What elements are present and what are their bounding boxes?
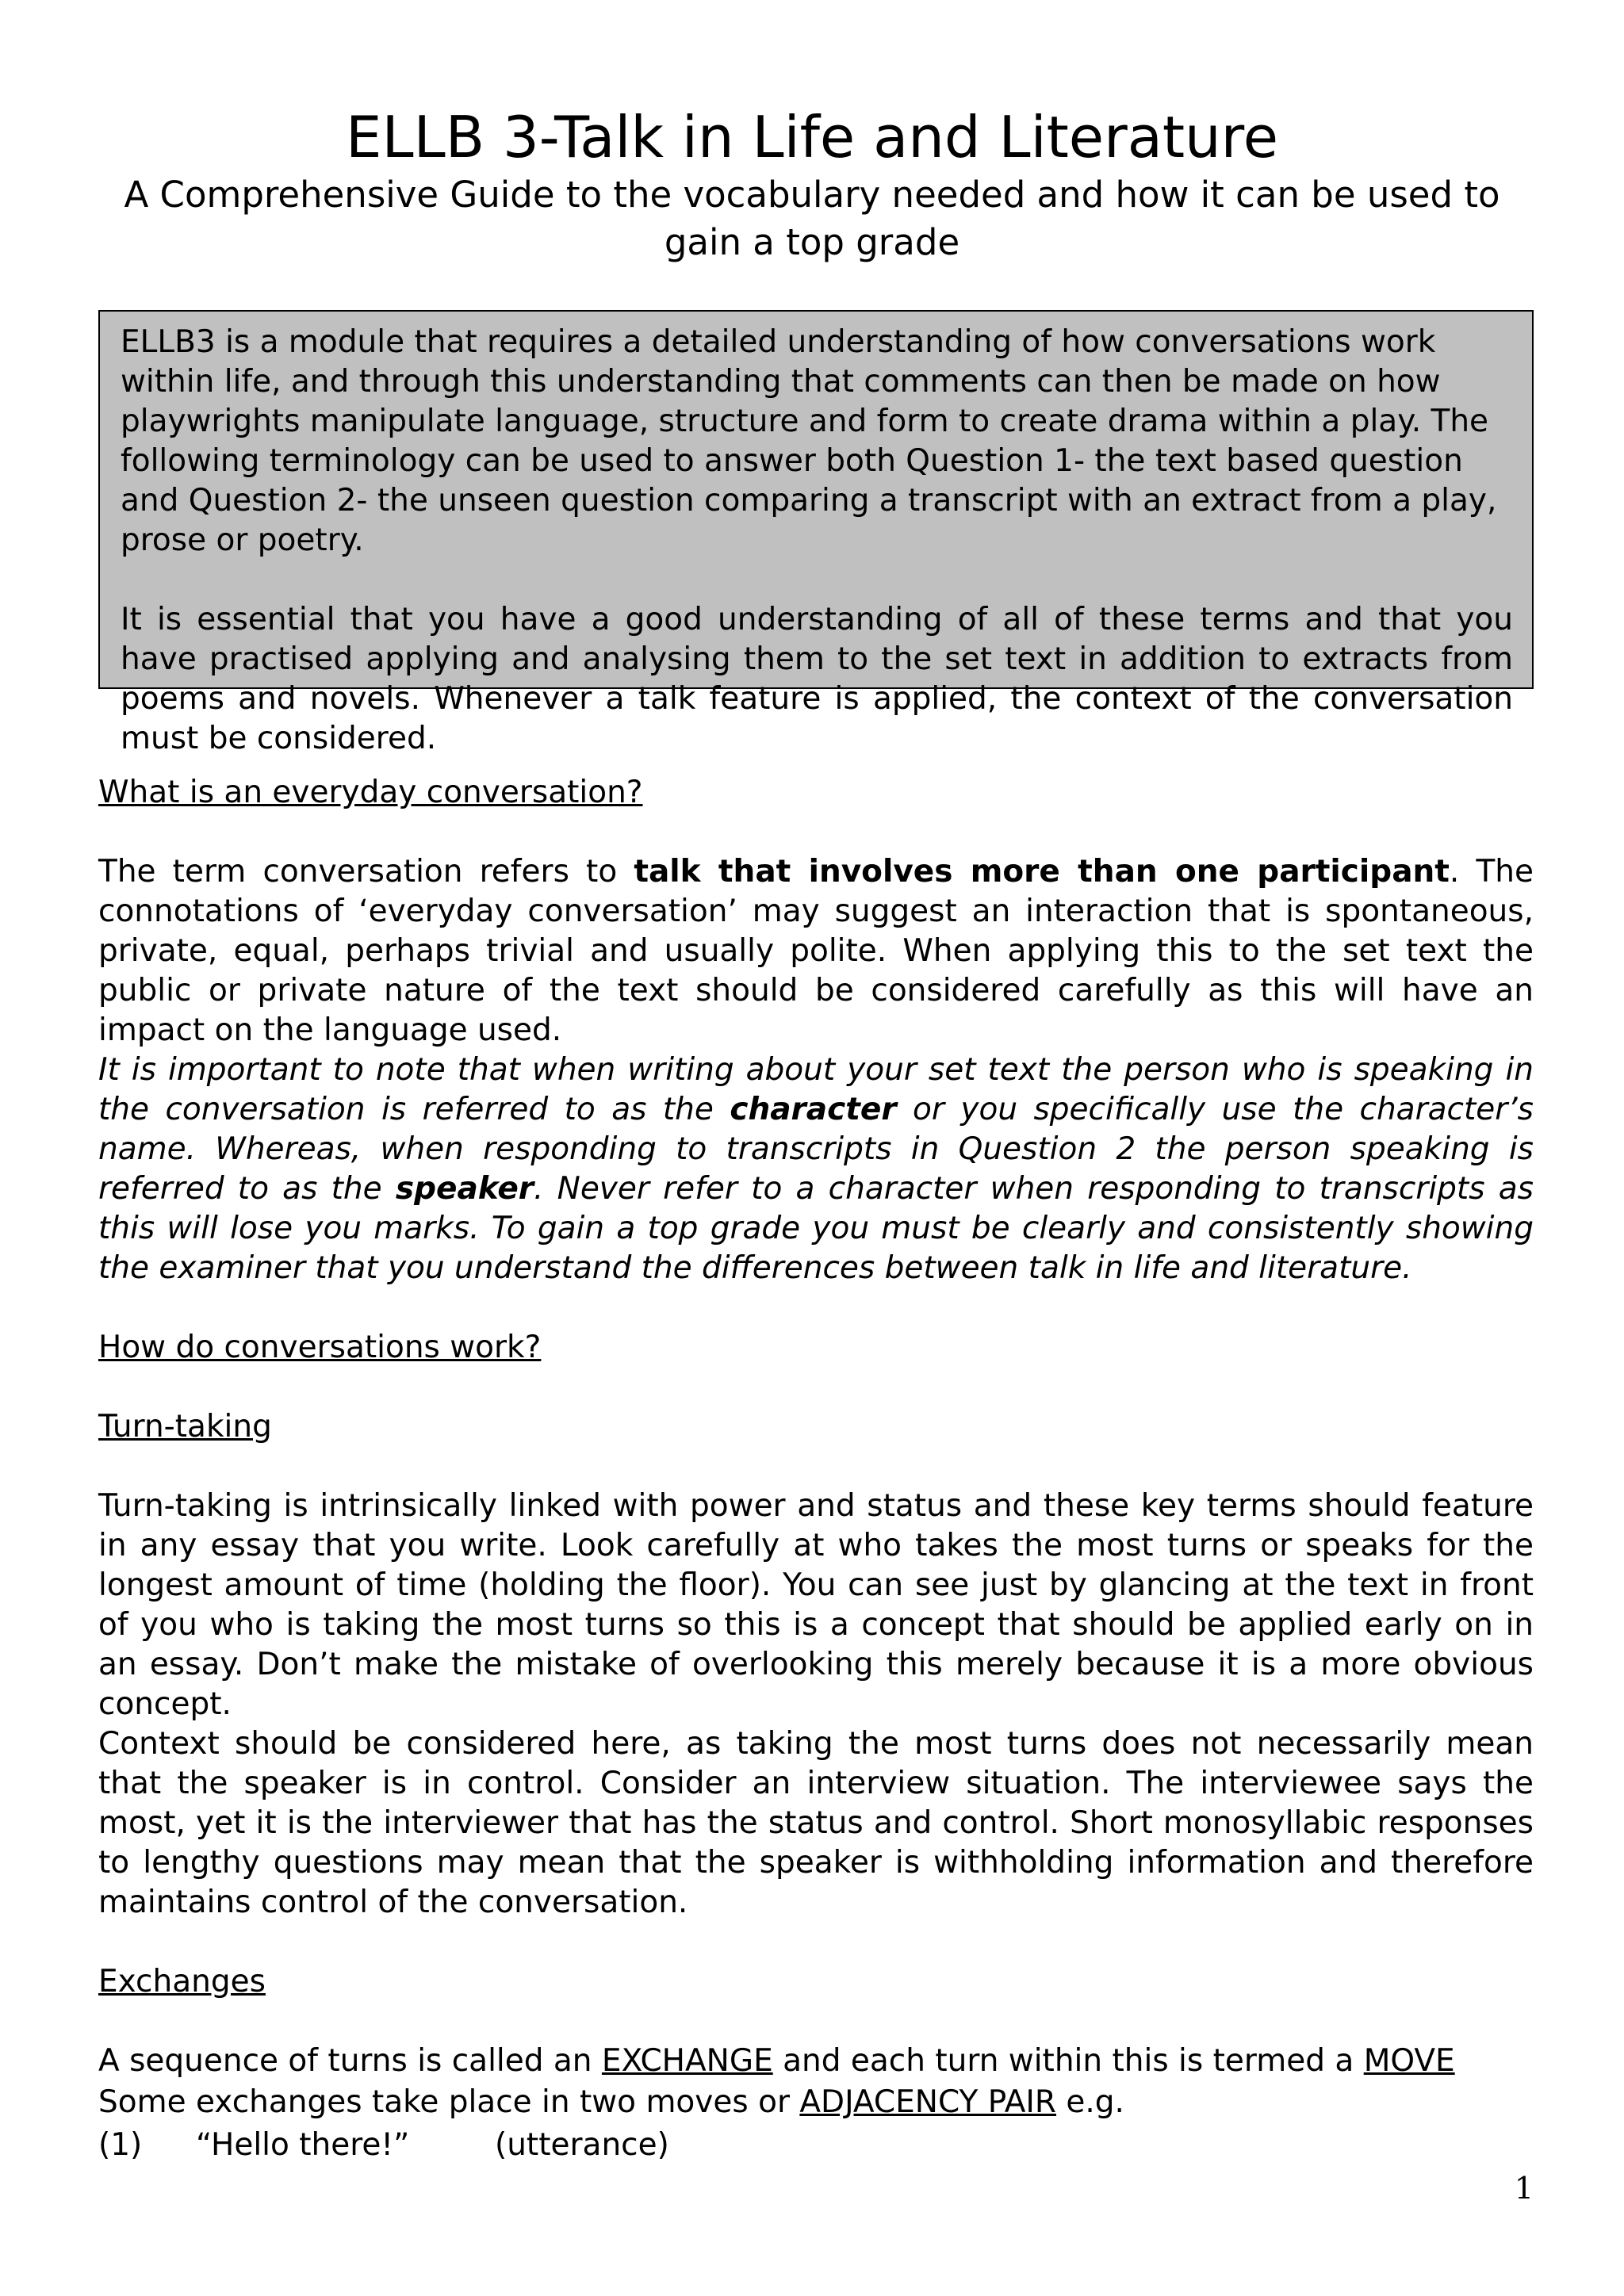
adjacency-pair-line (98, 2083, 1534, 2122)
heading-how-conversations-work: How do conversations work? (98, 1330, 542, 1365)
definition-bold-phrase: talk that involves more than one participant (634, 854, 1450, 890)
heading-exchanges: Exchanges (98, 1964, 266, 1999)
note-text-c: or you specifically use the character’s name. Whereas, when responding to transcripts in Question 2 the person speaking is referred to as the (98, 1092, 1534, 1207)
turn-taking-paragraph-1: Turn-taking is intrinsically linked with power and status and these key terms should feature in any essay that you write. Look carefully at who takes the most turns or speaks for the longest amount of time (holding the floor). You can see just by glancing at the text in front of you who is taking the most turns so this is a concept that should be applied early on in an essay. Don’t make the mistake of overlooking this merely because it is a more obvious concept. (98, 1488, 1534, 1722)
term-adjacency-pair: ADJACENCY PAIR (799, 2084, 1057, 2120)
example-quote: “Hello there!” (196, 2127, 410, 2163)
intro-box (98, 310, 1534, 756)
note-term-character: character (730, 1092, 897, 1127)
example-number: (1) (98, 2127, 143, 2163)
adjacency-text-b: e.g. (1056, 2084, 1124, 2120)
character-speaker-note (98, 1050, 1534, 1288)
document-title: ELLB 3-Talk in Life and Literature (345, 104, 1278, 170)
subheading-turn-taking: Turn-taking (98, 1409, 272, 1445)
definition-text-end: . The connotations of ‘everyday conversation’ may suggest an interaction that is spontaneous, private, equal, perhaps trivial and usually polite. When applying this to the set text the public or private nature of the text should be considered carefully as this will have an impact on the language used. (98, 854, 1534, 1048)
example-label: (utterance) (495, 2127, 669, 2163)
note-term-speaker: speaker (395, 1171, 534, 1207)
note-text-d: . Never refer to a character when responding to transcripts as this will lose you marks. To gain a top grade you must be clearly and consistently showing the examiner that you understand the differences between talk in life and literature. (98, 1171, 1534, 1286)
adjacency-text-a: Some exchanges take place in two moves or (98, 2084, 800, 2120)
conversation-definition-paragraph (98, 852, 1534, 1050)
note-text-a: It is important to note that when writing about your set text the person who is speaking in the conversation is referred to as the (98, 1052, 1534, 1127)
intro-paragraph-2: It is essential that you have a good understanding of all of these terms and that you have practised applying and analysing them to the set text in addition to extracts from poems and novels. Whenever a talk feature is applied, the context of the conversation must be considered. (121, 602, 1513, 756)
exchange-definition-line (98, 2042, 1534, 2081)
turn-taking-paragraph-2: Context should be considered here, as taking the most turns does not necessarily mean that the speaker is in control. Consider an interview situation. The interviewee says the most, yet it is the interviewer that has the status and control. Short monosyllabic responses to lengthy questions may mean that the speaker is withholding information and therefore maintains control of the conversation. (98, 1726, 1534, 1920)
intro-paragraph-1: ELLB3 is a module that requires a detailed understanding of how conversations work within life, and through this understanding that comments can then be made on how playwrights manipulate language, structure and form to create drama within a play. The following terminology can be used to answer both Question 1- the text based question and Question 2- the unseen question comparing a transcript with an extract from a play, prose or poetry. (121, 324, 1497, 558)
term-exchange: EXCHANGE (601, 2043, 773, 2079)
heading-everyday-conversation: What is an everyday conversation? (98, 775, 643, 810)
page-number: 1 (1514, 2171, 1534, 2206)
term-move: MOVE (1363, 2043, 1455, 2079)
exchange-text-a: A sequence of turns is called an (98, 2043, 602, 2079)
exchange-text-b: and each turn within this is termed a (772, 2043, 1364, 2079)
definition-text-start: The term conversation refers to (98, 854, 634, 890)
document-subtitle: A Comprehensive Guide to the vocabulary needed and how it can be used to gain a top grade (124, 174, 1500, 263)
